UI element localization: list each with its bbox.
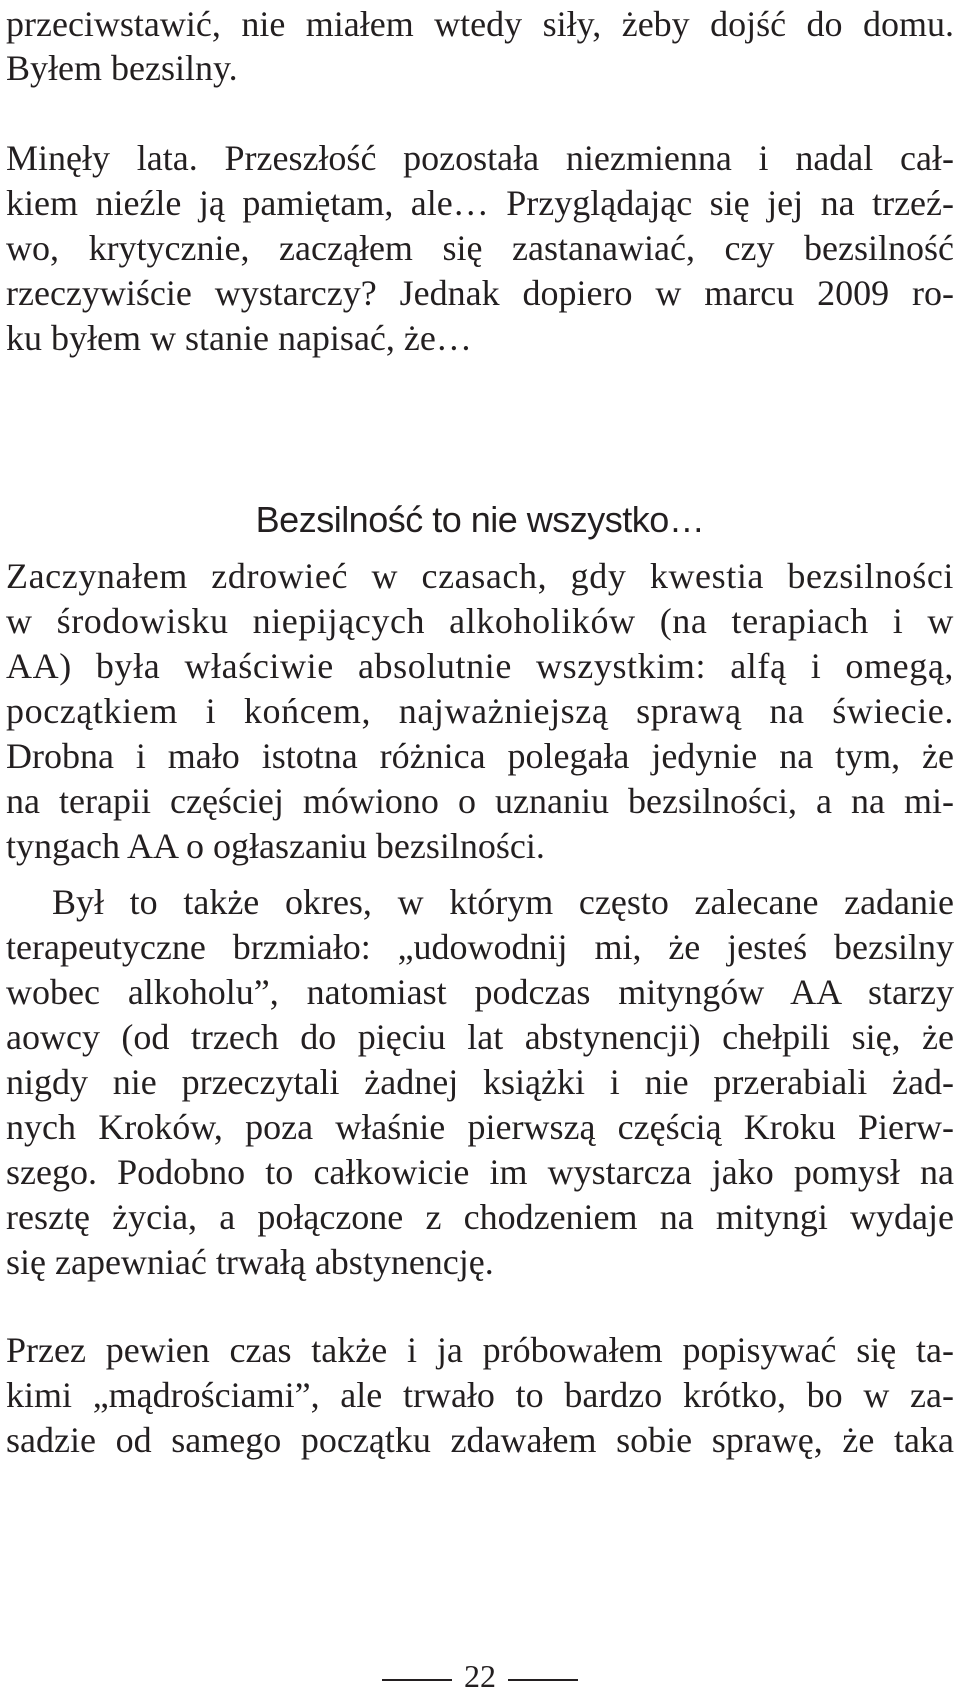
text-line: szego. Podobno to całkowicie im wystarcza jako pomysł na — [6, 1152, 954, 1192]
text-line: Drobna i mało istotna różnica polegała jedynie na tym, że — [6, 736, 954, 776]
text-line: kimi „mądrościami”, ale trwało to bardzo krótko, bo w za- — [6, 1375, 954, 1415]
text-line: AA) była właściwie absolutnie wszystkim: alfą i omegą, — [6, 646, 954, 686]
footer-rule-left — [382, 1679, 452, 1681]
page-footer — [6, 1656, 954, 1696]
text-line: terapeutyczne brzmiało: „udowodnij mi, że jesteś bezsilny — [6, 927, 954, 967]
text-line: resztę życia, a połączone z chodzeniem na mityngi wydaje — [6, 1197, 954, 1237]
text-line: Zaczynałem zdrowieć w czasach, gdy kwestia bezsilności — [6, 556, 954, 596]
text-line: sadzie od samego początku zdawałem sobie sprawę, że taka — [6, 1420, 954, 1460]
text-line: nych Kroków, poza właśnie pierwszą częścią Kroku Pierw- — [6, 1107, 954, 1147]
text-line: tyngach AA o ogłaszaniu bezsilności. — [6, 826, 545, 866]
page-number: 22 — [464, 1658, 496, 1694]
text-line: Był to także okres, w którym często zalecane zadanie — [52, 882, 954, 922]
section-heading: Bezsilność to nie wszystko… — [255, 499, 705, 540]
text-line: początkiem i końcem, najważniejszą sprawą na świecie. — [6, 691, 954, 731]
text-line: na terapii częściej mówiono o uznaniu bezsilności, a na mi- — [6, 781, 954, 821]
text-line: aowcy (od trzech do pięciu lat abstynencji) chełpili się, że — [6, 1017, 954, 1057]
text-line: Byłem bezsilny. — [6, 48, 238, 88]
text-line: ku byłem w stanie napisać, że… — [6, 318, 472, 358]
text-line: się zapewniać trwałą abstynencję. — [6, 1242, 494, 1282]
text-line: kiem nieźle ją pamiętam, ale… Przyglądając się jej na trzeź- — [6, 183, 954, 223]
book-page — [6, 0, 954, 1702]
text-line: przeciwstawić, nie miałem wtedy siły, żeby dojść do domu. — [6, 4, 954, 44]
text-line: nigdy nie przeczytali żadnej książki i nie przerabiali żad- — [6, 1062, 954, 1102]
footer-rule-right — [508, 1679, 578, 1681]
text-line: w środowisku niepijących alkoholików (na terapiach i w — [6, 601, 954, 641]
text-line: rzeczywiście wystarczy? Jednak dopiero w marcu 2009 ro- — [6, 273, 954, 313]
text-line: Minęły lata. Przeszłość pozostała niezmienna i nadal cał- — [6, 138, 954, 178]
text-line: Przez pewien czas także i ja próbowałem popisywać się ta- — [6, 1330, 954, 1370]
text-line: wo, krytycznie, zacząłem się zastanawiać, czy bezsilność — [6, 228, 954, 268]
text-line: wobec alkoholu”, natomiast podczas mityngów AA starzy — [6, 972, 954, 1012]
